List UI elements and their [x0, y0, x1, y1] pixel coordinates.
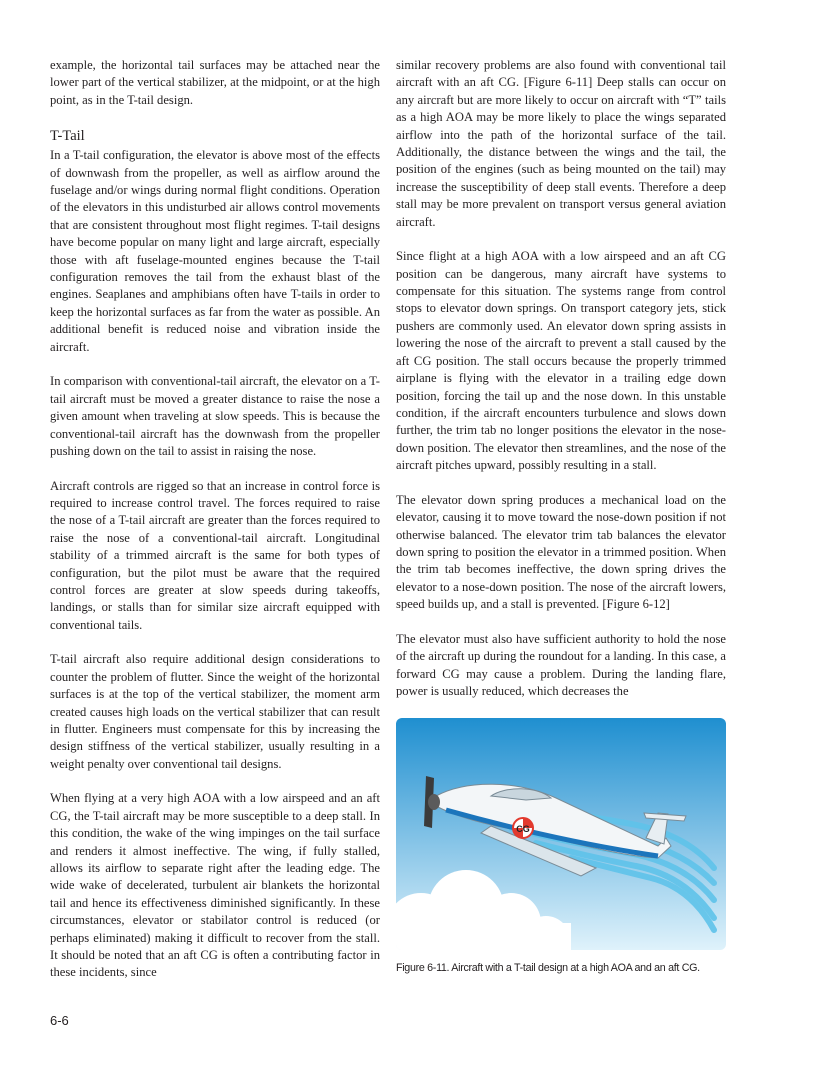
cg-marker	[513, 818, 533, 838]
t-tail-paragraph-3: Aircraft controls are rigged so that an increase in control force is required to increase control travel. The forces required to raise the nose of a T-tail aircraft are greater than the forces required to raise the nose of a conventional-tail aircraft. Longitudinal stability of a trimmed aircraft is the same for both types of configuration, but the pilot must be aware that the required control forces are greater at slow speeds during takeoffs, landings, or stalls than for similar size aircraft equipped with conventional tails.	[50, 478, 380, 632]
t-tail-paragraph-4: T-tail aircraft also require additional design considerations to counter the problem of flutter. Since the weight of the horizontal surfaces is at the top of the vertical stabilizer, the moment arm created causes high loads on the vertical stabilizer that can result in flutter. Engineers must compensate for this by increasing the design stiffness of the vertical stabilizer, usually resulting in a weight penalty over conventional tail designs.	[50, 652, 380, 771]
right-paragraph-4: The elevator must also have sufficient authority to hold the nose of the aircraft up during the roundout for a landing. In this case, a forward CG may cause a problem. During the landing flare, power is usually reduced, which decreases the	[396, 631, 726, 698]
propeller-spinner	[428, 794, 440, 810]
t-tail-paragraph-5: When flying at a very high AOA with a low airspeed and an aft CG, the T-tail aircraft may be more susceptible to a deep stall. In this condition, the wake of the wing impinges on the tail surface and renders it almost ineffective. The wing, if fully stalled, allows its airflow to separate right after the leading edge. The wide wake of decelerated, turbulent air blankets the horizontal tail and hence its effectiveness diminished significantly. In these circumstances, elevator or stabilator control is reduced (or perhaps eliminated) making it difficult to recover from the stall. It should be noted that an aft CG is often a contributing factor in these incidents, since	[50, 791, 380, 980]
left-column	[50, 57, 380, 982]
figure-6-11-illustration	[396, 718, 726, 950]
right-paragraph-1: similar recovery problems are also found with conventional tail aircraft with an aft CG. [Figure 6-11] Deep stalls can occur on any aircraft but are more likely to occur on aircraft with “T” tails as a high AOA may be more likely to place the wings separated airflow into the path of the horizontal surface of the tail. Additionally, the distance between the wings and the tail, the position of the engines (such as being mounted on the tail) may increase the susceptibility of deep stall events. Therefore a deep stall may be more prevalent on transport versus general aviation aircraft.	[396, 58, 726, 229]
section-heading-t-tail: T-Tail	[50, 128, 85, 145]
right-paragraph-3: The elevator down spring produces a mechanical load on the elevator, causing it to move toward the nose-down position if not otherwise balanced. The elevator trim tab balances the elevator down spring to position the elevator in a trimmed position. When the trim tab becomes ineffective, the down spring drives the elevator to a nose-down position. The nose of the aircraft lowers, speed builds up, and a stall is prevented. [Figure 6-12]	[396, 492, 726, 612]
cg-label: CG	[516, 824, 530, 834]
t-tail-paragraph-1: In a T-tail configuration, the elevator is above most of the effects of downwash from the propeller, as well as airflow around the fuselage and/or wings during normal flight conditions. Operation of the elevators in this undisturbed air allows control movements that are consistent throughout most flight regimes. T-tail designs have become popular on many light and large aircraft, especially those with aft fuselage-mounted engines because the T-tail configuration removes the tail from the exhaust blast of the engines. Seaplanes and amphibians often have T-tails in order to keep the horizontal surfaces as far from the water as possible. An additional benefit is reduced noise and vibration inside the aircraft.	[50, 148, 380, 354]
t-tail-paragraph-2: In comparison with conventional-tail aircraft, the elevator on a T-tail aircraft must be moved a greater distance to raise the nose a given amount when traveling at slow speeds. This is because the conventional-tail aircraft has the downwash from the propeller pushing down on the tail to assist in raising the nose.	[50, 374, 380, 458]
page-number: 6-6	[50, 1013, 69, 1028]
right-paragraph-2: Since flight at a high AOA with a low airspeed and an aft CG position can be dangerous, many aircraft have systems to compensate for this situation. The systems range from control stops to elevator down springs. On transport category jets, stick pushers are commonly used. An elevator down spring assists in lowering the nose of the aircraft to prevent a stall caused by the aft CG position. The stall occurs because the properly trimmed airplane is flying with the elevator in a trailing edge down position, forcing the tail up and the nose down. In this unstable condition, if the aircraft encounters turbulence and slows down further, the trim tab no longer positions the elevator in the nose-down position. The elevator then streamlines, and the nose of the aircraft pitches upward, possibly resulting in a stall.	[396, 249, 726, 473]
intro-paragraph: example, the horizontal tail surfaces may be attached near the lower part of the vertical stabilizer, at the midpoint, or at the high point, as in the T-tail design.	[50, 58, 380, 107]
figure-caption: Figure 6-11. Aircraft with a T-tail design at a high AOA and an aft CG.	[396, 962, 700, 974]
right-column	[396, 57, 726, 700]
t-tail-aircraft-illustration	[396, 718, 726, 950]
